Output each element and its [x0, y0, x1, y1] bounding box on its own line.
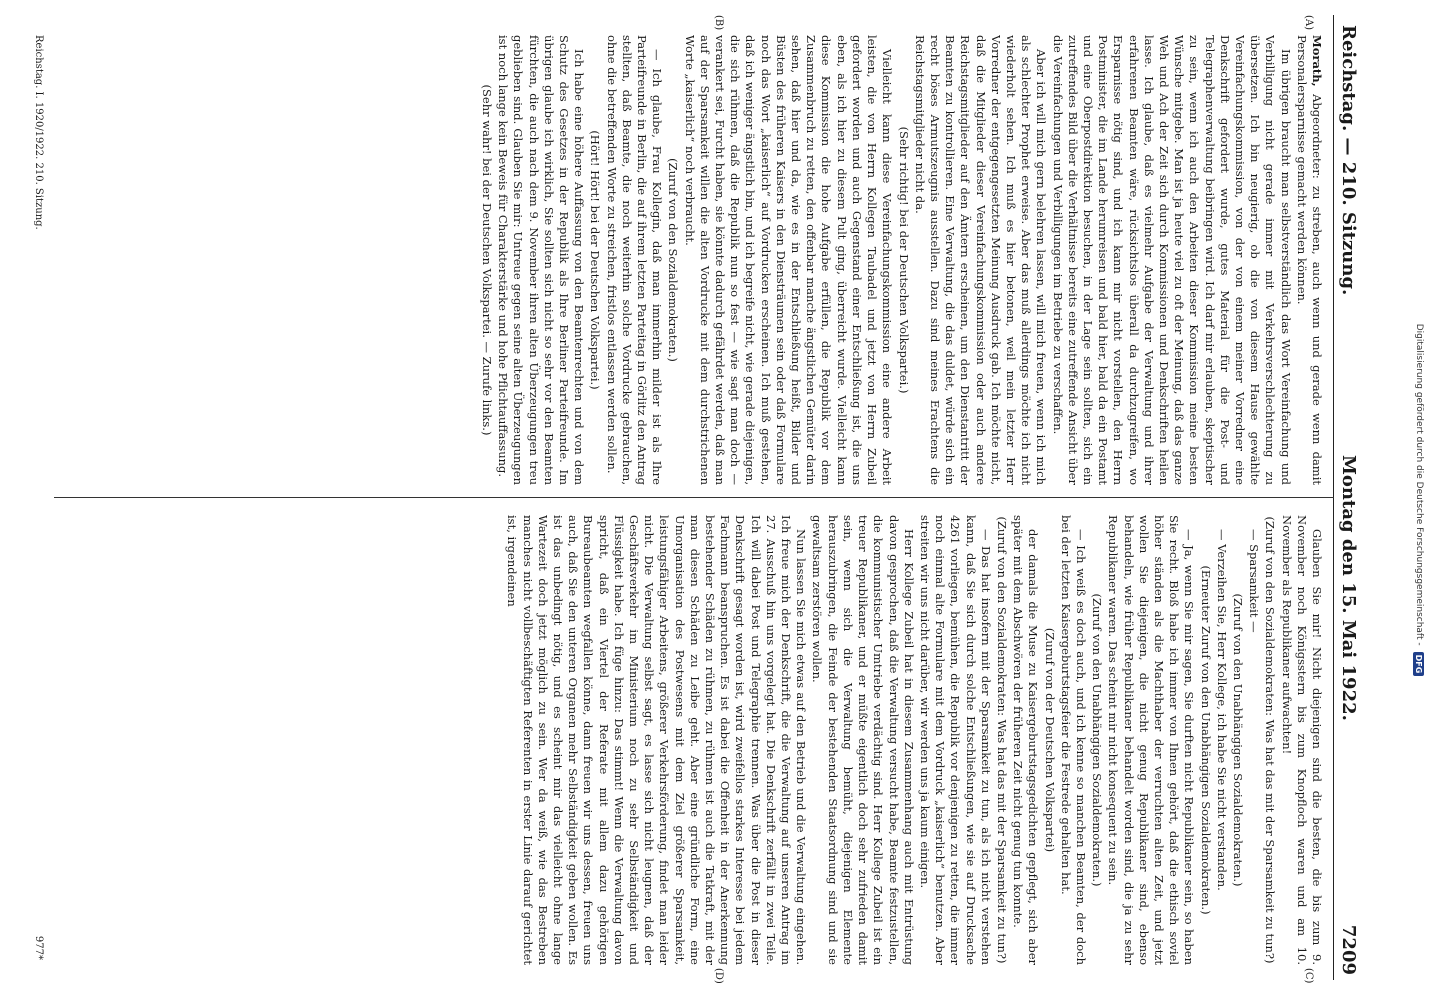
marker-c: (C)	[1303, 968, 1314, 984]
paragraph: Glauben Sie mir! Nicht diejenigen sind die besten, die bis zum 9. November noch Königsstern bis zum Knopfloch waren und am 10. November als Republikaner aufwachten!	[1279, 515, 1324, 965]
interjection: (Sehr richtig! bei der Deutschen Volkspartei.)	[896, 126, 911, 394]
paragraph: Im übrigen braucht man selbstverständlich das Wort Vereinfachung und Verbilligung nicht gerade immer mit Verkehrsverschlechterung zu übersetzen. Ich bin neugierig, ob die von diesem Hause gewählte Vereinfachungskommission, von der von einem meiner Vorredner eine Denkschrift gefordert wurde, gutes Material für die Post- und Telegraphenverwaltung beibringen wird. Ich darf mir erlauben, skeptischer zu sein, wenn ich auch den Arbeiten dieser Kommission meine besten Wünsche mitgebe. Man ist ja heute viel zu oft der Meinung, daß das ganze Weh und Ach der Zeit sich durch Kommissionen und Denkschriften heilen lasse. Ich glaube, daß es vielmehr Aufgabe der Verwaltung und ihrer erfahrenen Beamten wäre, rücksichtslos überall da durchzugreifen, wo Ersparnisse nötig sind, und ich kann mir nicht vorstellen, den Herrn Postminister, die im Lande herumreisen und bald hier, bald da ein Postamt und eine Oberpostdirektion besuchen, in der Lage sein sollten, sich ein zutreffendes Bild über die Verhältnisse bereits eine zutreffende Ansicht über die Vereinfachungen und Verbilligungen im Betriebe zu verschaffen.	[1050, 35, 1293, 485]
page-header	[1333, 15, 1374, 980]
interjection: (Zuruf von den Sozialdemokraten: Was hat das mit der Sparsamkeit zu tun?)	[994, 516, 1009, 964]
interjection: (Sehr wahr! bei der Deutschen Volkspartei. — Zurufe links.)	[480, 84, 495, 436]
paragraph: — Das hat insofern mit der Sparsamkeit zu tun, als ich nicht verstehen kann, daß Sie sich durch solche Entschließungen, wie sie auf Drucksache 4261 vorliegen, bemühen, die Republik vor denjenigen zu retten, die immer noch einmal alte Formulare mit dem Vordruck „kaiserlich“ benutzen. Aber streiten wir uns nicht darüber, wir werden uns ja kaum einigen.	[917, 515, 993, 965]
paragraph: Ich habe eine höhere Auffassung von den Beamtenrechten und von dem Schutz des Gesetzes in der Republik als Ihre Berliner Parteifreunde. Im übrigen glaube ich wirklich, Sie sollten sich nicht so sehr vor den Beamten fürchten, die auch nach dem 9. November ihren alten Überzeugungen treu geblieben sind. Glauben Sie mir: Untreue gegen seine alten Überzeugungen ist noch lange kein Beweis für Charakterstärke und hohe Pflichtauffassung.	[496, 35, 587, 485]
paragraph: Morath, Abgeordneter: zu streben, auch wenn und gerade wenn damit Personalersparnisse gemacht werden können.	[1294, 35, 1324, 485]
paragraph: Nun lassen Sie mich etwas auf den Betrieb und die Verwaltung eingehen. Ich freue mich der Denkschrift, die die Verwaltung auf unseren Antrag im 27. Ausschuß hin uns vorgelegt hat. Die Denkschrift zerfällt in zwei Teile. Ich will dabei Post und Telegraphie trennen. Was über die Post in dieser Denkschrift gesagt worden ist, wird zweifellos starkes Interesse bei jedem Fachmann beanspruchen. Es ist dabei die Offenheit in der Anerkennung bestehender Schäden zu rühmen, zu rühmen ist auch die Tatkraft, mit der man diesen Schäden zu Leibe geht. Aber eine gründliche Form, eine Umorganisation des Postwesens mit dem Ziel größerer Sparsamkeit, leistungsfähiger Arbeitens, größerer Verkehrsförderung, findet man leider nicht. Die Verwaltung selbst sagt, es lasse sich nicht leugnen, daß der Geschäftsverkehr im Ministerium noch zu sehr Selbständigkeit und Flüssigkeit habe. Ich füge hinzu: Das stimmt! Wenn die Verwaltung davon spricht, daß ein Viertel der Referate mit allem dazu gehörigen Bureaubeamten wegfallen könne, dann freuen wir uns dessen, freuen uns auch, daß Sie den unteren Organen mehr Selbständigkeit geben wollen. Es ist das unbedingt nötig, und es scheint mir das vielleicht ohne lange Wartezeit doch jetzt möglich zu sein. Wer da weiß, wie das Bestreben manches nicht vollbeschäftigten Referenten in erster Linie darauf gerichtet ist, irgendeinen	[505, 515, 809, 965]
document-content	[24, 15, 1374, 984]
dfg-logo: DFG	[1414, 652, 1425, 677]
header-date: Montag den 15. Mai 1922.	[1338, 455, 1359, 721]
footer: Reichstag. I. 1920/1922. 210. Sitzung.	[33, 35, 44, 230]
column-divider	[54, 497, 1334, 498]
left-column	[44, 35, 1324, 485]
interjection: (Zuruf von den Sozialdemokraten: Was hat das mit der Sparsamkeit zu tun?)	[1263, 516, 1278, 964]
interjection: (Zuruf von der Deutschen Volkspartei)	[1042, 627, 1057, 853]
interjection: (Erneuter Zuruf von den Unabhängigen Sozialdemokraten.)	[1198, 565, 1213, 915]
paragraph: der damals die Muse zu Kaisergeburtstagsgedichten gepflegt, sich aber später mit dem Abschwören der früheren Zeit nicht genug tun konnte.	[1011, 515, 1041, 965]
digitization-text: Digitalisierung gefördert durch die Deutsche Forschungsgemeinschaft -	[1414, 323, 1424, 646]
paragraph: — Verzeihen Sie, Herr Kollege, ich habe Sie nicht verstanden.	[1214, 529, 1229, 891]
digitization-note	[1404, 0, 1434, 1000]
paragraph: Herr Kollege Zubeil hat in diesem Zusammenhang auch mit Entrüstung davon gesprochen, daß die Verwaltung versucht habe, Beamte festzustellen, die kommunistischer Umtriebe verdächtig sind. Herr Kollege Zubeil ist ein treuer Republikaner, und er müßte eigentlich doch sehr zufrieden damit sein, wenn sich die Verwaltung bemüht, diejenigen Elemente herauszubringen, die Feinde der bestehenden Staatsordnung sind und sie gewaltsam zerstören wollen.	[810, 515, 916, 965]
interjection: (Zuruf von den Unabhängigen Sozialdemokraten.)	[1230, 593, 1245, 887]
interjection: (Zuruf von den Sozialdemokraten.)	[666, 158, 681, 362]
header-left: Reichstag. — 210. Sitzung.	[1338, 25, 1359, 296]
interjection: (Zuruf von den Unabhängigen Sozialdemokraten.)	[1090, 593, 1105, 887]
paragraph: Aber ich will mich gern belehren lassen, will mich freuen, wenn ich mich als schlechter Prophet erweise. Aber das muß allerdings möchte ich nicht wiederholt sehen. Ich muß es hier betonen, weil mein letzter Herr Vorredner der entgegengesetzten Meinung Ausdruck gab. Ich möchte nicht, daß die Mitglieder dieser Vereinfachungskommission oder auch andere Reichstagsmitglieder auf den Ämtern erscheinen, um den Dienstantritt der Beamten zu kontrollieren. Eine Verwaltung, die das duldet, würde sich ein recht böses Armutszeugnis ausstellen. Dazu sind meines Erachtens die Reichstagsmitglieder nicht da.	[912, 35, 1049, 485]
paragraph: — Ich weiß es doch auch, und ich kenne so manchen Beamten, der doch bei der letzten Kaisergeburtstagsfeier die Festrede gehalten hat.	[1058, 515, 1088, 965]
marker-a: (A)	[1303, 15, 1314, 31]
signature-mark: 977*	[33, 935, 44, 960]
speaker-role: Abgeordneter:	[1310, 94, 1324, 186]
paragraph: Vielleicht kann diese Vereinfachungskommission eine andere Arbeit leisten, die von Herrn Kollegen Taubadel und jetzt von Herrn Zubeil gefordert worden und auch Gegenstand einer Entschließung ist, die uns eben, als ich hier zu diesem Pult ging, überreicht wurde. Vielleicht kann diese Kommission die hohe Aufgabe erfüllen, die Republik vor dem Zusammenbruch zu retten, den offenbar manche ängstlichen Gemüter darin sehen, daß hier und da, wie es in der Entschließung heißt, Bilder und Büsten des früheren Kaisers in den Diensträumen sein oder daß Formulare noch das Wort „kaiserlich“ auf Vordrucken erscheinen. Ich muß gestehen, daß ich weniger ängstlich bin, und ich begreife nicht, wie gerade diejenigen, die sich rühmen, daß die Republik nun so fest — wie sagt man doch — verankert sei, Furcht haben, sie könnte dadurch gefährdet werden, daß man auf der Sparsamkeit willen die alten Vordrucke mit dem durchstrichenen Worte „kaiserlich“ noch verbraucht.	[682, 35, 895, 485]
marker-d: (D)	[713, 968, 724, 984]
marker-b: (B)	[713, 15, 724, 31]
page-number: 7209	[1338, 924, 1359, 975]
speaker-name: Morath,	[1310, 35, 1324, 95]
paragraph: — Ich glaube, Frau Kollegin, daß man immerhin milder ist als Ihre Parteifreunde in Berlin, die auf ihrem letzten Parteitag in Görlitz den Antrag stellten, daß Beamte, die noch weiterhin solche Vordrucke gebrauchen, ohne die betreffenden Worte zu streichen, fristlos entlassen werden sollen.	[604, 35, 665, 485]
paragraph: — Ja, wenn Sie mir sagen, Sie durften nicht Republikaner sein, so haben Sie recht. Bloß habe ich immer von Ihnen gehört, daß die ethisch soviel höher ständen als die Machthaber der verruchten alten Zeit, und jetzt wollen Sie diejenigen, die nicht genug Republikaner sind, ebenso behandeln, wie früher Republikaner behandelt worden sind, die ja zu sehr Republikaner waren. Das scheint mir nicht konsequent zu sein.	[1106, 515, 1197, 965]
paragraph: — Sparsamkeit —	[1247, 529, 1262, 633]
interjection: (Hört! Hört! bei der Deutschen Volkspartei.)	[588, 130, 603, 390]
right-column	[44, 515, 1324, 965]
